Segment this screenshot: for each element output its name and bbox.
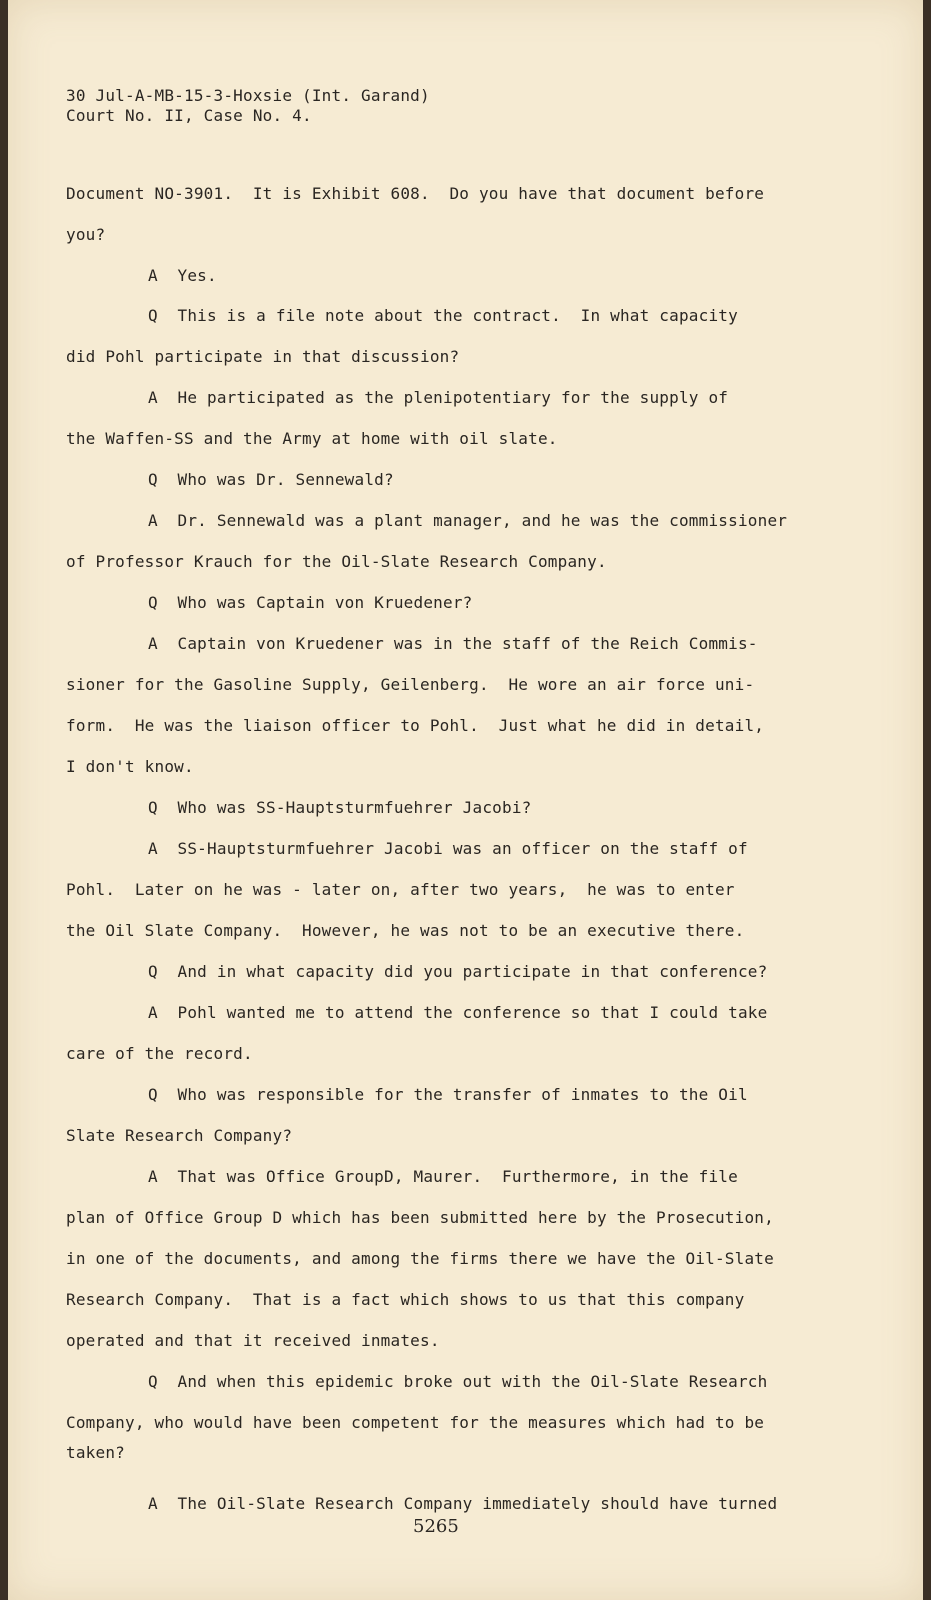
body-line: Pohl. Later on he was - later on, after two years, he was to enter xyxy=(66,880,735,899)
body-line: I don't know. xyxy=(66,757,194,776)
body-line: A That was Office GroupD, Maurer. Furthermore, in the file xyxy=(148,1167,738,1186)
body-line: Q And in what capacity did you participate in that conference? xyxy=(148,962,768,981)
body-line: Q This is a file note about the contract. In what capacity xyxy=(148,306,738,325)
body-line: of Professor Krauch for the Oil-Slate Research Company. xyxy=(66,552,607,571)
body-line: plan of Office Group D which has been submitted here by the Prosecution, xyxy=(66,1208,774,1227)
body-line: Q Who was responsible for the transfer of inmates to the Oil xyxy=(148,1085,748,1104)
body-line: Q And when this epidemic broke out with the Oil-Slate Research xyxy=(148,1372,768,1391)
body-line: Document NO-3901. It is Exhibit 608. Do you have that document before xyxy=(66,184,765,203)
body-line: Slate Research Company? xyxy=(66,1126,293,1145)
body-line: A Yes. xyxy=(148,266,217,285)
body-line: Research Company. That is a fact which shows to us that this company xyxy=(66,1290,745,1309)
body-line: Q Who was Captain von Kruedener? xyxy=(148,593,473,612)
body-line: the Oil Slate Company. However, he was not to be an executive there. xyxy=(66,921,745,940)
body-line: in one of the documents, and among the firms there we have the Oil-Slate xyxy=(66,1249,774,1268)
body-line: A Pohl wanted me to attend the conference so that I could take xyxy=(148,1003,768,1022)
body-line: A Dr. Sennewald was a plant manager, and he was the commissioner xyxy=(148,511,788,530)
body-line: A The Oil-Slate Research Company immediately should have turned xyxy=(148,1494,778,1513)
body-line: A SS-Hauptsturmfuehrer Jacobi was an officer on the staff of xyxy=(148,839,748,858)
header-line-1: 30 Jul-A-MB-15-3-Hoxsie (Int. Garand) xyxy=(66,86,430,105)
body-line: you? xyxy=(66,225,106,244)
body-line: A Captain von Kruedener was in the staff of the Reich Commis- xyxy=(148,634,758,653)
page-number: 5265 xyxy=(413,1516,459,1537)
body-line: taken? xyxy=(66,1443,125,1462)
body-line: operated and that it received inmates. xyxy=(66,1331,440,1350)
body-line: care of the record. xyxy=(66,1044,253,1063)
body-line: A He participated as the plenipotentiary for the supply of xyxy=(148,388,729,407)
header-line-2: Court No. II, Case No. 4. xyxy=(66,106,312,125)
document-page xyxy=(8,0,923,1600)
body-line: Company, who would have been competent for the measures which had to be xyxy=(66,1413,765,1432)
body-line: sioner for the Gasoline Supply, Geilenberg. He wore an air force uni- xyxy=(66,675,755,694)
body-line: did Pohl participate in that discussion? xyxy=(66,347,460,366)
body-line: Q Who was SS-Hauptsturmfuehrer Jacobi? xyxy=(148,798,532,817)
body-line: the Waffen-SS and the Army at home with oil slate. xyxy=(66,429,558,448)
body-line: Q Who was Dr. Sennewald? xyxy=(148,470,394,489)
body-line: form. He was the liaison officer to Pohl. Just what he did in detail, xyxy=(66,716,765,735)
